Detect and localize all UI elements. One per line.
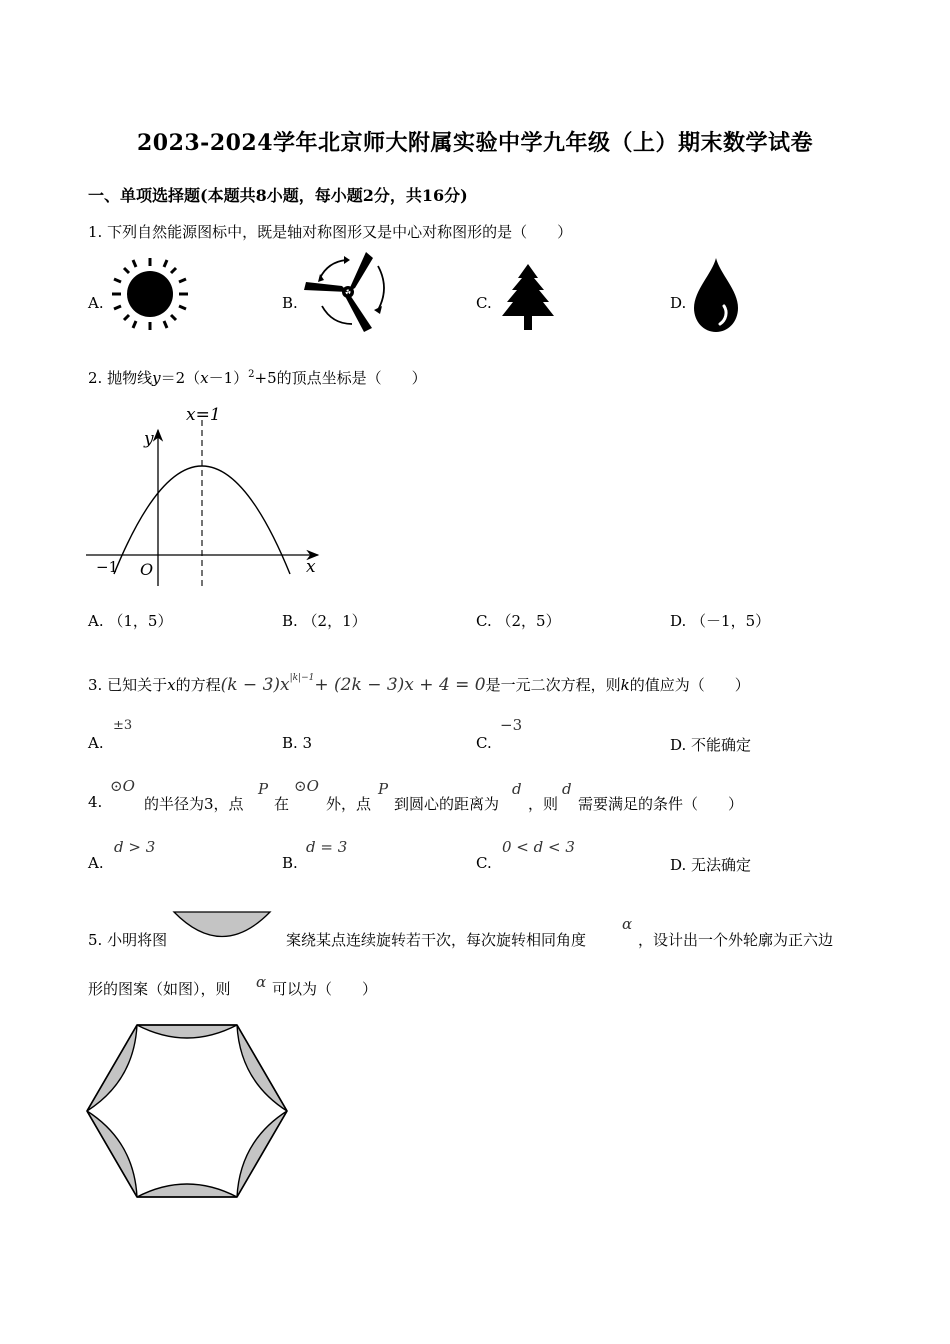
water-drop-icon: [690, 256, 744, 334]
q4-option-a-math: d > 3: [114, 838, 156, 856]
q2-var-x: x: [200, 369, 209, 387]
q3-equation-exponent: |k|−1: [289, 673, 315, 683]
q4-var-d-2: d: [562, 780, 572, 798]
q3-equation-part2: + (2k − 3)x + 4 = 0: [314, 675, 486, 695]
q3-var-x: x: [167, 676, 176, 694]
q4-text-1: 的半径为3，点: [144, 795, 244, 813]
q5-text-1: 5. 小明将图: [88, 931, 168, 949]
q1-label-c: C.: [476, 294, 492, 312]
q3-option-a-math: ±3: [113, 718, 133, 733]
q4-text-3: 外，点: [326, 795, 372, 813]
q2-option-c: C. （2，5）: [476, 612, 561, 630]
q4-point-p: P: [258, 780, 269, 798]
q4-point-p-2: P: [378, 780, 389, 798]
q5-text-4: 形的图案（如图），则: [88, 980, 231, 998]
y-axis-label: y: [144, 429, 154, 449]
origin-label: O: [140, 560, 154, 579]
neg-one-label: −1: [96, 558, 119, 576]
q4-var-d: d: [512, 780, 522, 798]
q3-label-a: A.: [88, 734, 104, 752]
q3-var-k: k: [620, 676, 630, 694]
q4-option-b-math: d = 3: [306, 838, 348, 856]
section-heading: 一、单项选择题(本题共8小题，每小题2分，共16分): [88, 186, 468, 205]
segment-bottom: [137, 1184, 237, 1197]
q1-label-d: D.: [670, 294, 687, 312]
q4-option-c-math: 0 < d < 3: [502, 838, 575, 856]
q2-option-b: B. （2，1）: [282, 612, 367, 630]
q3-text-b: 的方程: [175, 676, 221, 694]
vline-label: x=1: [186, 405, 221, 425]
sun-icon: [108, 254, 192, 334]
wind-turbine-icon: [300, 248, 388, 334]
tree-icon: [496, 262, 560, 334]
q4-text-6: 需要满足的条件（ ）: [578, 795, 744, 813]
q4-label-a: A.: [88, 854, 104, 872]
question-2-stem: [88, 367, 427, 388]
q4-text-4: 到圆心的距离为: [394, 795, 500, 813]
q4-number: 4.: [88, 793, 103, 811]
x-axis-label: x: [306, 557, 316, 577]
question-1-stem: 1. 下列自然能源图标中，既是轴对称图形又是中心对称图形的是（ ）: [88, 223, 573, 241]
q4-text-5: ，则: [528, 795, 559, 813]
q2-text-d: +5的顶点坐标是（ ）: [254, 369, 427, 387]
q2-option-a: A. （1，5）: [88, 612, 173, 630]
q3-text-a: 3. 已知关于: [88, 676, 168, 694]
question-3-stem: [88, 674, 750, 695]
q3-option-d: D. 不能确定: [670, 736, 752, 754]
q4-circle-o-2: ⊙O: [294, 777, 319, 795]
q3-option-b: B. 3: [282, 734, 313, 752]
page-title: 2023-2024学年北京师大附属实验中学九年级（上）期末数学试卷: [136, 130, 814, 156]
q3-equation-part1: (k − 3)x: [220, 675, 290, 695]
q4-option-d: D. 无法确定: [670, 856, 752, 874]
hexagon-figure: [80, 1018, 296, 1204]
q2-text-a: 2. 抛物线: [88, 369, 153, 387]
q2-text-c: －1）: [208, 369, 249, 387]
q4-circle-o: ⊙O: [110, 777, 135, 795]
q5-text-3: ，设计出一个外轮廓为正六边: [638, 931, 834, 949]
q2-text-b: ＝2（: [160, 369, 201, 387]
q2-exponent: 2: [248, 369, 255, 380]
q3-text-d: 的值应为（ ）: [629, 676, 750, 694]
q5-alpha-2: α: [256, 973, 267, 991]
parabola-graph: [84, 400, 334, 590]
q1-label-b: B.: [282, 294, 298, 312]
q2-var-y: y: [152, 369, 161, 387]
q3-label-c: C.: [476, 734, 492, 752]
q4-label-c: C.: [476, 854, 492, 872]
hexagon-outline: [87, 1025, 287, 1197]
segment-top: [137, 1025, 237, 1038]
segment-shape-icon: [172, 909, 272, 939]
q5-text-5: 可以为（ ）: [272, 980, 378, 998]
q4-text-2: 在: [274, 795, 290, 813]
q5-alpha: α: [622, 915, 633, 933]
q1-label-a: A.: [88, 294, 104, 312]
q4-label-b: B.: [282, 854, 298, 872]
q3-option-c-math: −3: [500, 716, 523, 734]
q3-text-c: 是一元二次方程，则: [485, 676, 621, 694]
q5-text-2: 案绕某点连续旋转若干次，每次旋转相同角度: [286, 931, 587, 949]
q2-option-d: D. （－1，5）: [670, 612, 771, 630]
